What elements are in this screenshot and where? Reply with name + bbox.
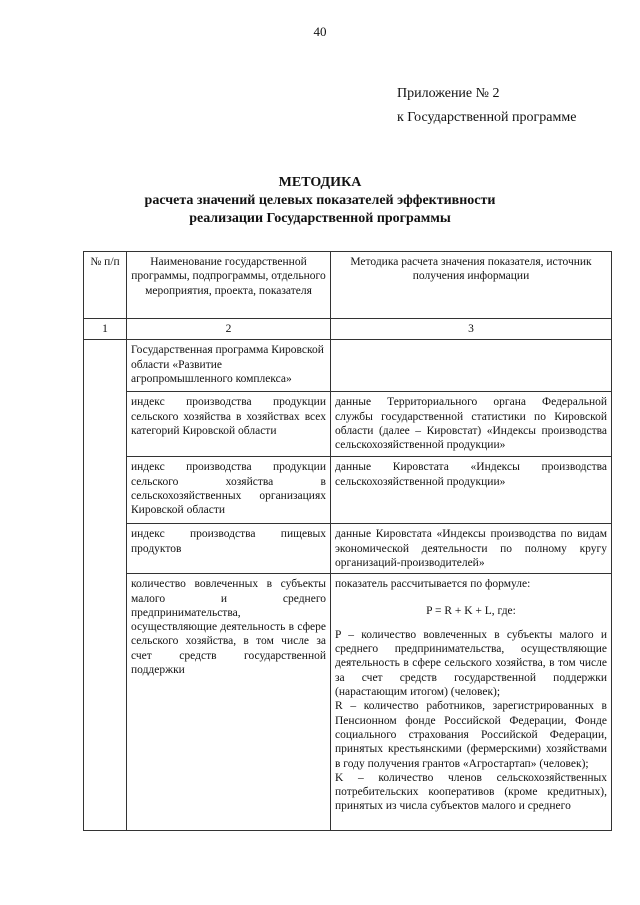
indicator-name: индекс производства продукции сельского хозяйства в хозяйствах всех категорий Кировской области — [127, 392, 331, 457]
title-line-1: МЕТОДИКА — [278, 175, 362, 190]
formula-definition: R – количество работников, зарегистрированных в Пенсионном фонде Российской Федерации, Фонде социального страхования Российской Федерации, принятых крестьянскими (фермерскими) хозяйствами в году получения грантов «Агростартап» (человек); — [335, 700, 607, 770]
indicator-name: индекс производства продукции сельского хозяйства в сельскохозяйственных организациях Кировской области — [127, 457, 331, 524]
appendix-reference: к Государственной программе — [397, 110, 577, 125]
indicator-name: количество вовлеченных в субъекты малого и среднего предпринимательства, осуществляющие деятельность в сфере сельского хозяйства, в том числе за счет средств государственной поддержки — [127, 574, 331, 831]
indicator-method: данные Кировстата «Индексы производства по видам экономической деятельности по полному кругу организаций-производителей» — [331, 524, 612, 574]
table-row — [84, 340, 612, 392]
table-row — [84, 524, 612, 574]
header-number: № п/п — [84, 252, 127, 319]
formula-definition: K – количество членов сельскохозяйственных потребительских кооперативов (кроме кредитных), принятых из числа субъектов малого и среднего — [335, 771, 607, 813]
header-method: Методика расчета значения показателя, источник получения информации — [331, 252, 612, 319]
formula-definition: P – количество вовлеченных в субъекты малого и среднего предпринимательства, осуществляющие деятельность в сфере сельского хозяйства, в том числе за счет средств государственной поддержки (нарастающим итогом) (человек); — [335, 628, 607, 699]
formula-intro: показатель рассчитывается по формуле: — [335, 578, 531, 591]
page-number: 40 — [313, 24, 327, 39]
method-cell-empty — [331, 340, 612, 392]
methodology-table — [83, 251, 612, 831]
title-line-2: расчета значений целевых показателей эффективности — [144, 193, 496, 208]
number-cell — [84, 340, 127, 831]
formula: P = R + K + L, где: — [426, 604, 516, 617]
indicator-method — [331, 574, 612, 831]
indicator-name: индекс производства пищевых продуктов — [127, 524, 331, 574]
indicator-method: данные Территориального органа Федеральной службы государственной статистики по Кировской области (далее – Кировстат) «Индексы производства сельскохозяйственной продукции» — [331, 392, 612, 457]
column-number: 1 — [84, 319, 127, 340]
header-name: Наименование государственной программы, подпрограммы, отдельного мероприятия, проекта, показателя — [127, 252, 331, 319]
document-title — [0, 174, 640, 228]
table-header-row — [84, 252, 612, 319]
program-name: Государственная программа Кировской области «Развитие агропромышленного комплекса» — [127, 340, 331, 392]
appendix-label: Приложение № 2 — [397, 86, 500, 101]
column-numbers-row — [84, 319, 612, 340]
column-number: 3 — [331, 319, 612, 340]
table-row — [84, 574, 612, 831]
column-number: 2 — [127, 319, 331, 340]
title-line-3: реализации Государственной программы — [189, 211, 451, 226]
table-row — [84, 392, 612, 457]
indicator-method: данные Кировстата «Индексы производства сельскохозяйственной продукции» — [331, 457, 612, 524]
table-row — [84, 457, 612, 524]
